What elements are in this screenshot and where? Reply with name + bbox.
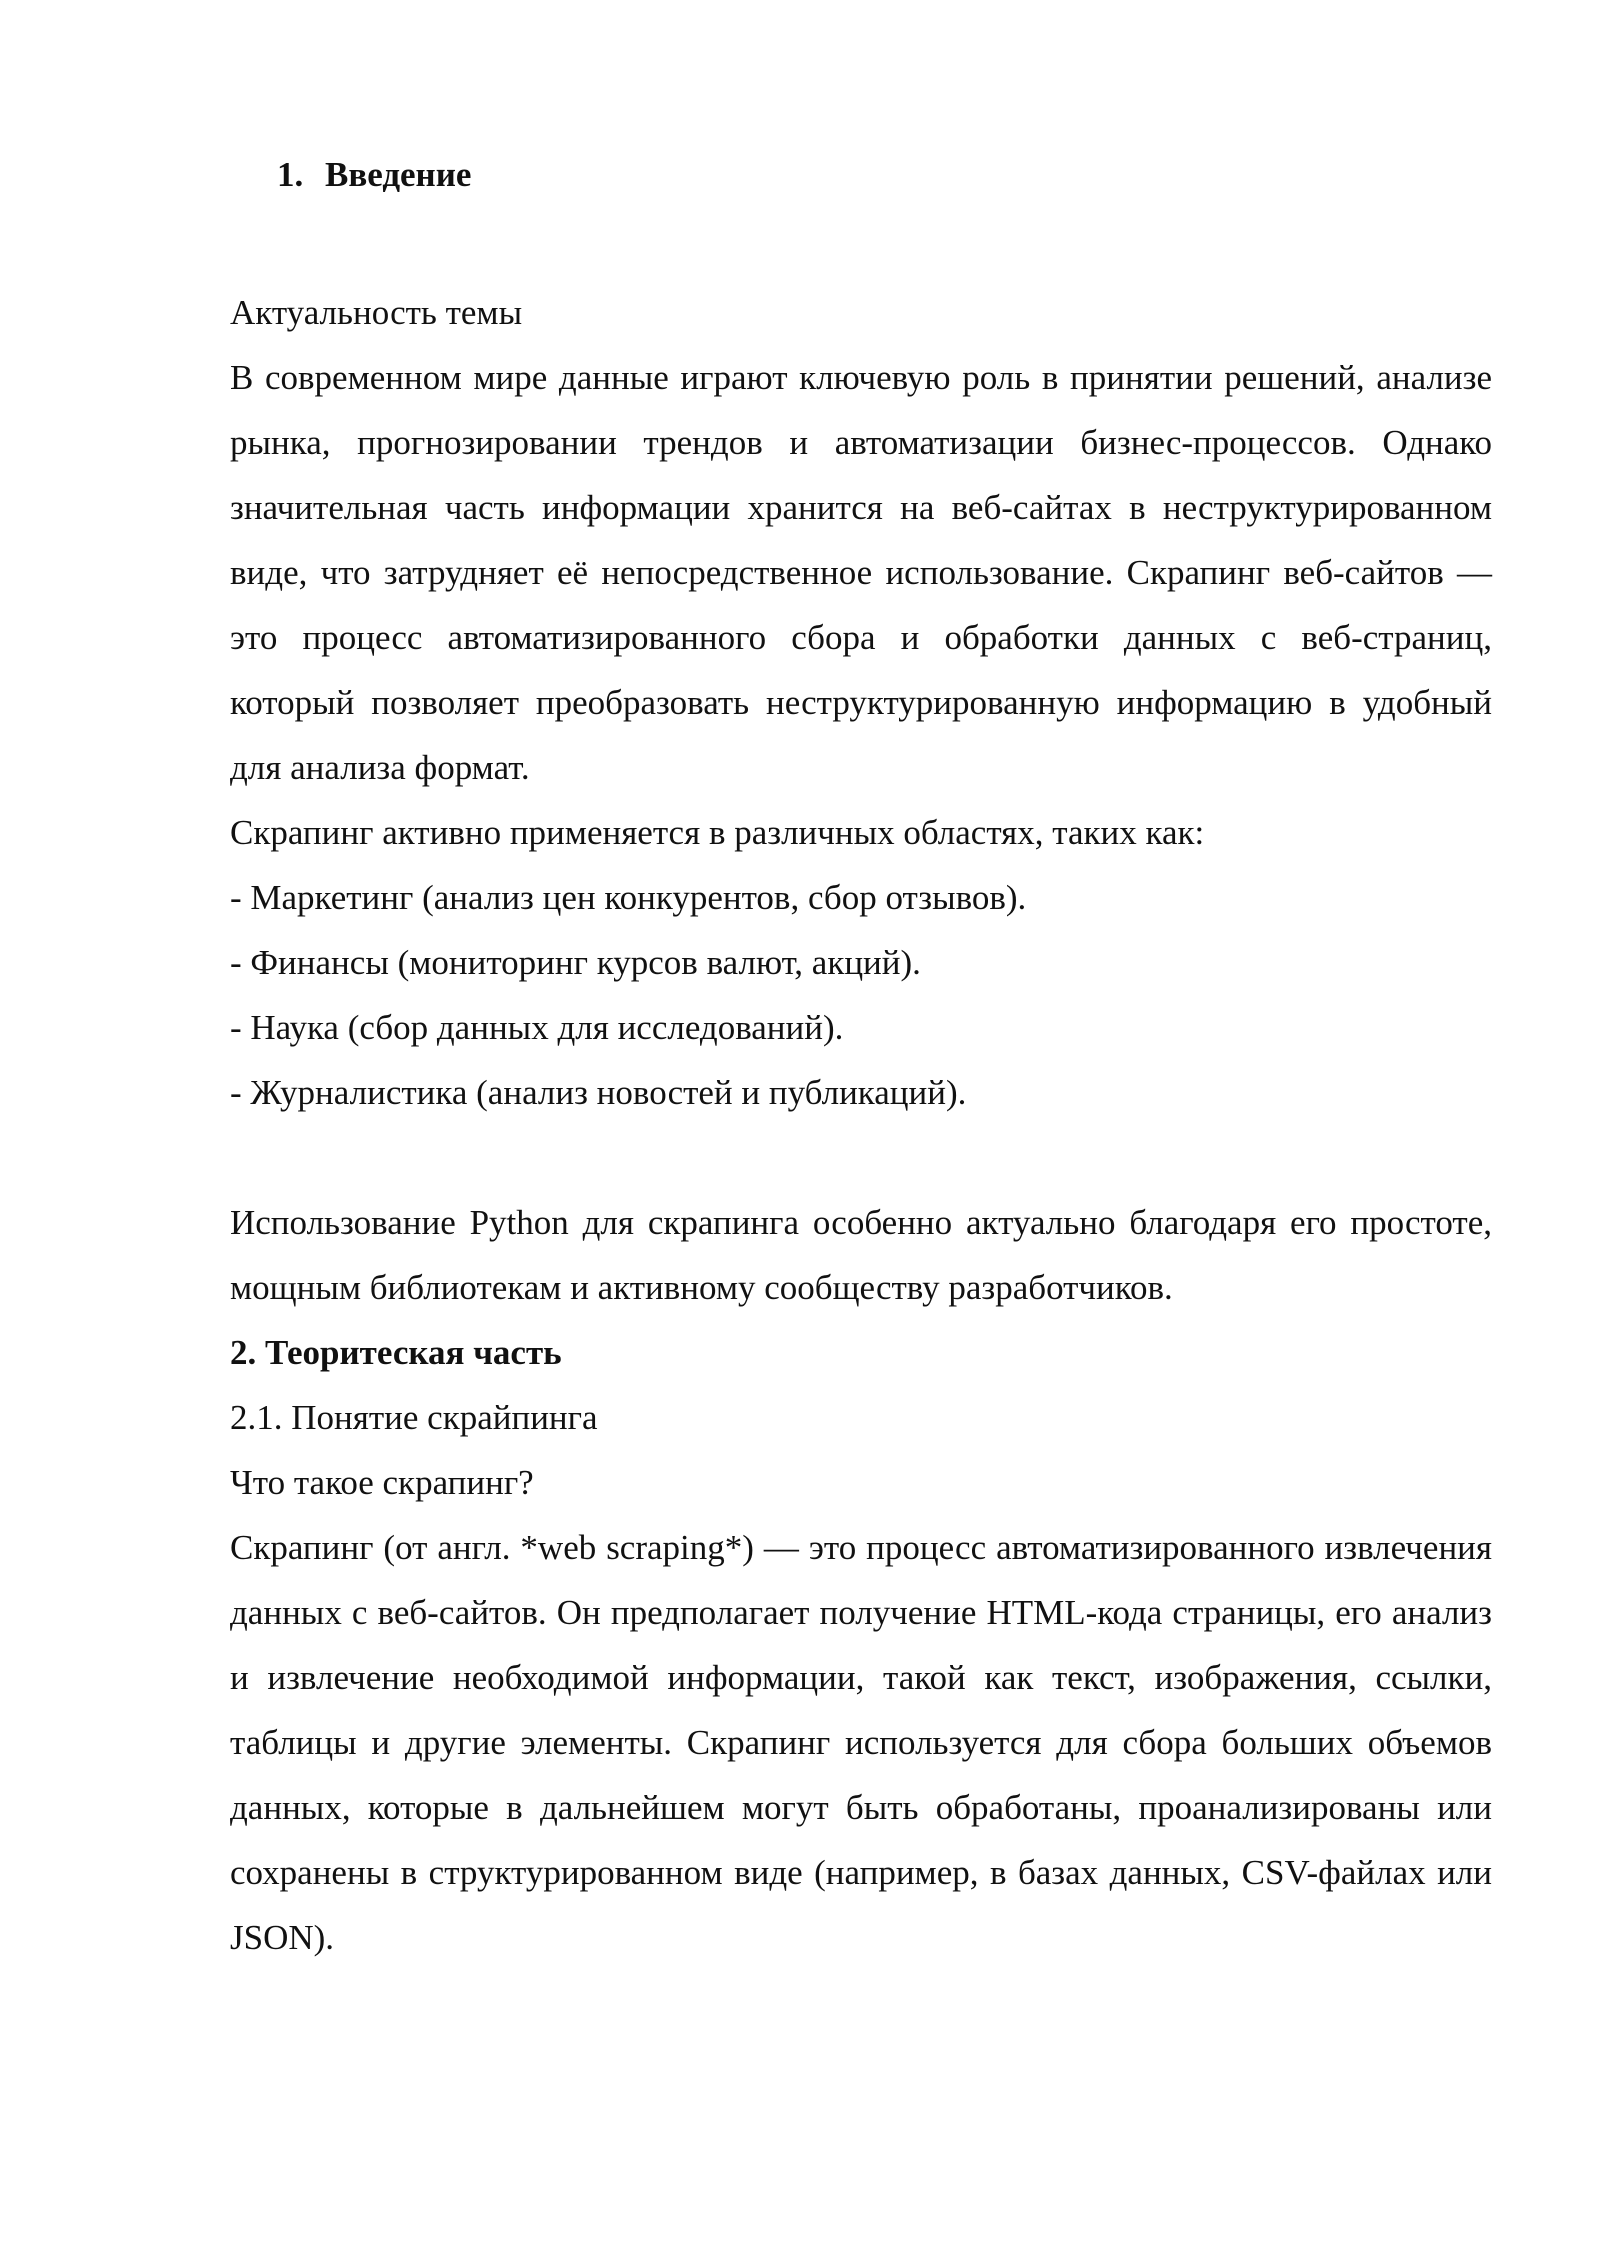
section-heading-theory: 2. Теоритеская часть xyxy=(230,1333,562,1372)
list-item: - Финансы (мониторинг курсов валют, акций). xyxy=(230,943,921,982)
list-item: - Наука (сбор данных для исследований). xyxy=(230,1008,844,1047)
document-body xyxy=(230,150,1492,1970)
python-paragraph: Использование Python для скрапинга особенно актуально благодаря его простоте, мощным библиотекам и активному сообществу разработчиков. xyxy=(230,1203,1492,1307)
spacer xyxy=(230,200,1492,280)
relevance-label: Актуальность темы xyxy=(230,293,523,332)
section-heading-introduction xyxy=(230,150,1492,200)
section-title: Введение xyxy=(325,155,472,194)
list-item: - Маркетинг (анализ цен конкурентов, сбор отзывов). xyxy=(230,878,1027,917)
question-line: Что такое скрапинг? xyxy=(230,1463,534,1502)
intro-paragraph: В современном мире данные играют ключевую роль в принятии решений, анализе рынка, прогнозировании трендов и автоматизации бизнес-процессов. Однако значительная часть информации хранится на веб-сайтах в неструктурированном виде, что затрудняет её непосредственное использование. Скрапинг веб-сайтов — это процесс автоматизированного сбора и обработки данных с веб-страниц, который позволяет преобразовать неструктурированную информацию в удобный для анализа формат. xyxy=(230,358,1492,787)
definition-paragraph: Скрапинг (от англ. *web scraping*) — это процесс автоматизированного извлечения данных с веб-сайтов. Он предполагает получение HTML-кода страницы, его анализ и извлечение необходимой информации, такой как текст, изображения, ссылки, таблицы и другие элементы. Скрапинг используется для сбора больших объемов данных, которые в дальнейшем могут быть обработаны, проанализированы или сохранены в структурированном виде (например, в базах данных, CSV-файлах или JSON). xyxy=(230,1528,1492,1957)
blank-line xyxy=(230,1125,1492,1190)
list-item: - Журналистика (анализ новостей и публикаций). xyxy=(230,1073,967,1112)
subsection-heading: 2.1. Понятие скрайпинга xyxy=(230,1398,598,1437)
section-number: 1. xyxy=(277,155,304,194)
applications-intro: Скрапинг активно применяется в различных областях, таких как: xyxy=(230,813,1205,852)
